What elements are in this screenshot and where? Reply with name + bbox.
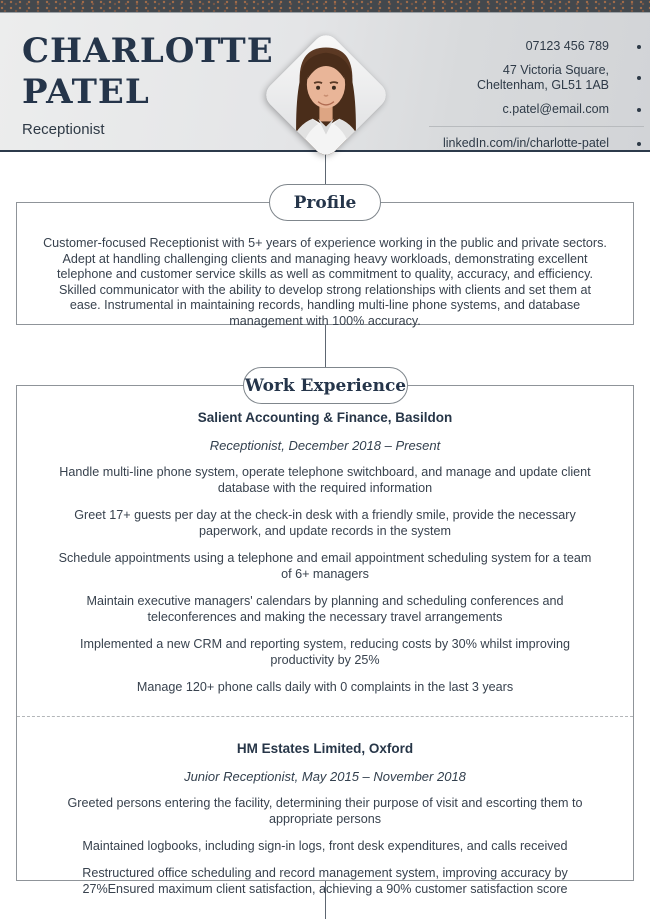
- job-bullet: Handle multi-line phone system, operate telephone switchboard, and manage and update client database with the required information: [59, 465, 591, 495]
- contact-divider: [429, 126, 644, 127]
- contact-phone-row: [384, 39, 644, 54]
- profile-summary-text: Customer-focused Receptionist with 5+ years of experience working in the public and private sectors. Adept at handling challenging clients and managing heavy workloads, demonstrating excellent telephone and customer service skills as well as commitment to quality, accuracy, and efficiency. Skilled communicator with the ability to develop strong relationships with clients and set them at ease. Instrumental in maintaining records, handling multi-line phone systems, and database management with 100% accuracy.: [43, 236, 607, 328]
- connector-line: [325, 325, 326, 368]
- address-line2: Cheltenham, GL51 1AB: [476, 78, 609, 92]
- name-first: CHARLOTTE: [22, 31, 274, 71]
- email-text: c.patel@email.com: [502, 102, 609, 116]
- profile-photo: [261, 30, 391, 160]
- contact-linkedin-row: [384, 136, 644, 151]
- job-bullet: Restructured office scheduling and record management system, improving accuracy by 27%Ensured maximum client satisfaction, achieving a 90% customer satisfaction score: [82, 866, 568, 896]
- top-texture-bar: [0, 0, 650, 13]
- job-entry-2: [17, 716, 633, 897]
- address-line1: 47 Victoria Square,: [502, 63, 609, 77]
- job-dates: Junior Receptionist, May 2015 – November 2018: [184, 769, 466, 784]
- bullet-dot-icon: [637, 76, 641, 80]
- job-bullet: Maintain executive managers' calendars by planning and scheduling conferences and teleconferences and making the necessary travel arrangements: [86, 594, 564, 624]
- bullet-dot-icon: [637, 45, 641, 49]
- work-experience-section-heading: Work Experience: [243, 367, 408, 404]
- company-name: Salient Accounting & Finance, Basildon: [197, 410, 453, 425]
- job-bullets: [17, 464, 633, 695]
- name-last: PATEL: [22, 72, 150, 112]
- company-name: HM Estates Limited, Oxford: [236, 741, 414, 756]
- phone-text: 07123 456 789: [525, 39, 609, 53]
- job-entry-1: [17, 386, 633, 695]
- job-bullets: [17, 795, 633, 897]
- job-bullet: Manage 120+ phone calls daily with 0 complaints in the last 3 years: [136, 680, 514, 694]
- name-block: [22, 31, 274, 138]
- job-bullet: Greet 17+ guests per day at the check-in desk with a friendly smile, provide the necessary paperwork, and update records in the system: [74, 508, 576, 538]
- contact-address-row: [384, 63, 644, 93]
- profile-photo-diamond: [261, 30, 391, 160]
- bullet-dot-icon: [637, 142, 641, 146]
- profile-section-heading: Profile: [269, 184, 381, 221]
- contact-block: [384, 30, 644, 151]
- job-bullet: Maintained logbooks, including sign-in logs, front desk expenditures, and calls received: [82, 839, 568, 853]
- job-bullet: Greeted persons entering the facility, determining their purpose of visit and escorting them to appropriate persons: [67, 796, 583, 826]
- job-bullet: Schedule appointments using a telephone and email appointment scheduling system for a team of 6+ managers: [58, 551, 592, 581]
- job-dates: Receptionist, December 2018 – Present: [209, 438, 441, 453]
- resume-header: [0, 13, 650, 152]
- contact-email-row: [384, 102, 644, 117]
- address-text: [477, 63, 609, 93]
- portrait-illustration: [261, 30, 391, 160]
- work-experience-section: [16, 385, 634, 896]
- job-title: Receptionist: [22, 121, 105, 138]
- bullet-dot-icon: [637, 108, 641, 112]
- linkedin-text: linkedIn.com/in/charlotte-patel: [442, 136, 609, 150]
- job-bullet: Implemented a new CRM and reporting system, reducing costs by 30% whilst improving productivity by 25%: [80, 637, 570, 667]
